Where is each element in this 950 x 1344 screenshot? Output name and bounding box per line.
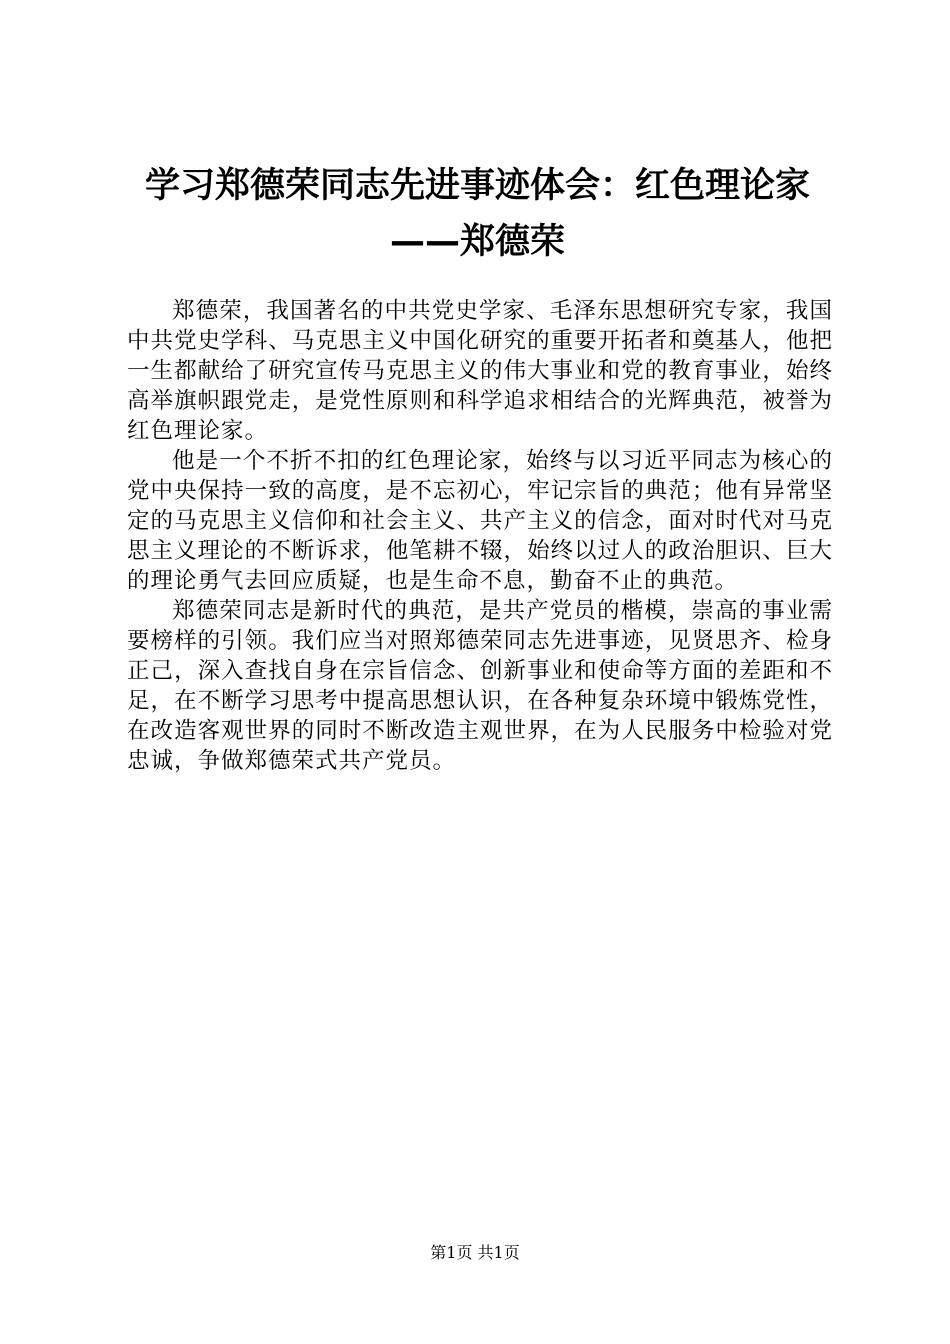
paragraph-2: 他是一个不折不扣的红色理论家，始终与以习近平同志为核心的党中央保持一致的高度，是不忘初心，牢记宗旨的典范；他有异常坚定的马克思主义信仰和社会主义、共产主义的信念，面对时代对马克思主义理论的不断诉求，他笔耕不辍，始终以过人的政治胆识、巨大的理论勇气去回应质疑，也是生命不息，勤奋不止的典范。 xyxy=(127,448,833,594)
page-number: 第1页 xyxy=(430,1243,473,1262)
paragraph-3: 郑德荣同志是新时代的典范，是共产党员的楷模，崇高的事业需要榜样的引领。我们应当对照郑德荣同志先进事迹，见贤思齐、检身正己，深入查找自身在宗旨信念、创新事业和使命等方面的差距和不足，在不断学习思考中提高思想认识，在各种复杂环境中锻炼党性，在改造客观世界的同时不断改造主观世界，在为人民服务中检验对党忠诚，争做郑德荣式共产党员。 xyxy=(127,598,833,774)
page-total: 共1页 xyxy=(477,1243,520,1262)
document-title: 学习郑德荣同志先进事迹体会：红色理论家——郑德荣 xyxy=(144,166,810,262)
document-body xyxy=(127,296,833,776)
page-footer xyxy=(0,1243,950,1263)
paragraph-1: 郑德荣，我国著名的中共党史学家、毛泽东思想研究专家，我国中共党史学科、马克思主义中国化研究的重要开拓者和奠基人，他把一生都献给了研究宣传马克思主义的伟大事业和党的教育事业，始终高举旗帜跟党走，是党性原则和科学追求相结合的光辉典范，被誉为红色理论家。 xyxy=(127,298,833,444)
